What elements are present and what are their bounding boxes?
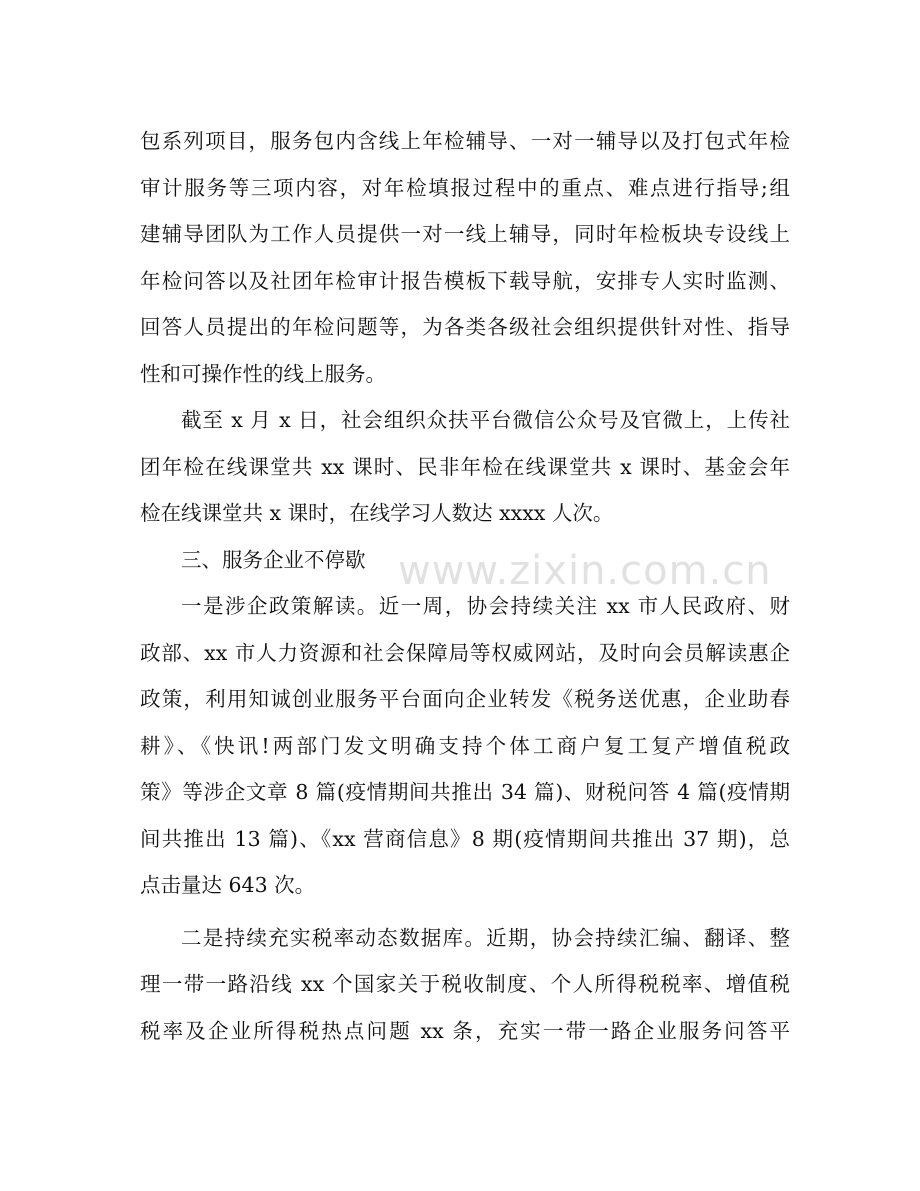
text-line: 截至 x 月 x 日，社会组织众扶平台微信公众号及官微上，上传社 <box>181 408 790 432</box>
section-heading <box>140 537 790 584</box>
section-heading-text: 三、服务企业不停歇 <box>181 547 366 572</box>
text-line: 建辅导团队为工作人员提供一对一线上辅导，同时年检板块专设线上 <box>140 222 790 246</box>
paragraph-5 <box>140 915 790 1055</box>
text-line: 理一带一路沿线 xx 个国家关于税收制度、个人所得税税率、增值税 <box>140 972 790 996</box>
paragraph-1 <box>140 118 790 397</box>
text-line: 政部、xx 市人力资源和社会保障局等权威网站，及时向会员解读惠企 <box>140 640 790 665</box>
text-line: 间共推出 13 篇)、《xx 营商信息》8 期(疫情期间共推出 37 期)，总 <box>140 826 790 851</box>
text-line: 点击量达 643 次。 <box>140 873 316 897</box>
watermark-text: www.zixin.com.cn <box>398 548 772 594</box>
paragraph-4 <box>140 583 790 909</box>
text-line: 税率及企业所得税热点问题 xx 条，充实一带一路企业服务问答平 <box>140 1018 790 1043</box>
text-line: 二是持续充实税率动态数据库。近期，协会持续汇编、翻译、整 <box>181 925 790 950</box>
text-line: 年检问答以及社团年检审计报告模板下载导航，安排专人实时监测、 <box>140 268 790 293</box>
text-line: 团年检在线课堂共 xx 课时、民非年检在线课堂共 x 课时、基金会年 <box>140 454 790 479</box>
text-line: 一是涉企政策解读。近一周，协会持续关注 xx 市人民政府、财 <box>181 594 790 618</box>
text-line: 耕》、《快讯!两部门发文明确支持个体工商户复工复产增值税政 <box>140 733 790 758</box>
document-body <box>140 118 790 1054</box>
paragraph-2 <box>140 397 790 537</box>
text-line: 回答人员提出的年检问题等，为各类各级社会组织提供针对性、指导 <box>140 315 790 339</box>
text-line: 政策，利用知诚创业服务平台面向企业转发《税务送优惠，企业助春 <box>140 687 790 711</box>
text-line: 包系列项目，服务包内含线上年检辅导、一对一辅导以及打包式年检 <box>140 129 790 153</box>
text-line: 审计服务等三项内容，对年检填报过程中的重点、难点进行指导;组 <box>140 175 790 200</box>
text-line: 性和可操作性的线上服务。 <box>140 361 386 386</box>
text-line: 策》等涉企文章 8 篇(疫情期间共推出 34 篇)、财税问答 4 篇(疫情期 <box>140 780 790 804</box>
text-line: 检在线课堂共 x 课时，在线学习人数达 xxxx 人次。 <box>140 501 614 525</box>
